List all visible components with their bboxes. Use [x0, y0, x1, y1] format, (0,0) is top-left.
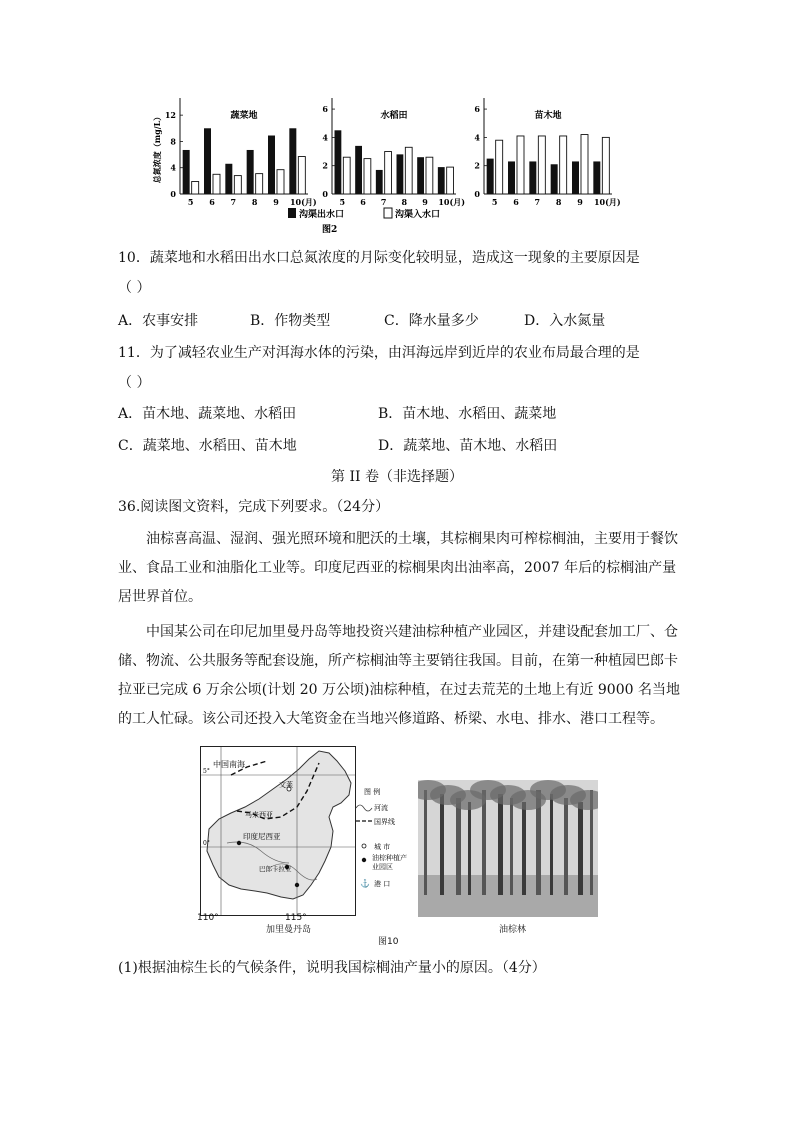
chart-1-xtick-3: 8: [401, 197, 408, 207]
legend-port-icon: ⚓: [360, 879, 370, 888]
chart-1-bar-in-1: [364, 159, 371, 194]
chart-1-bar-in-0: [343, 157, 350, 194]
kalimantan-map-svg: [201, 747, 355, 915]
legend-park: 油棕种植产业园区: [372, 854, 407, 871]
chart-2-xtick-4: 9: [577, 197, 583, 207]
chart-0-bar-in-1: [213, 174, 220, 194]
palm-trunk: [498, 794, 503, 895]
q10-option-b: B．作物类型: [250, 313, 331, 329]
q11-option-b: B．苗木地、水稻田、蔬菜地: [378, 406, 557, 422]
q36-para2: 中国某公司在印尼加里曼丹岛等地投资兴建油棕种植产业园区，并建设配套加工厂、仓储、物流、公共服务等配套设施，所产棕榈油等主要销往我国。目前，在第一种植园巴郎卡拉亚已完成 6 万余公顷(计划 20 万公顷)油棕种植，在过去荒芜的土地上有近 9000 名当地的工人忙碌。该公司还投入大笔资金在当地兴修道路、桥梁、水电、排水、港口工程等。: [118, 624, 680, 727]
palm-trunk: [510, 798, 513, 895]
palm-trunk: [424, 790, 427, 895]
legend-park-icon: [362, 858, 366, 862]
q11-paren: （ ）: [118, 375, 151, 391]
legend-city-icon: [362, 844, 366, 848]
chart-1-bar-in-3: [405, 147, 412, 194]
chart-2-bar-out-1: [508, 161, 515, 194]
q10-paren: （ ）: [118, 280, 151, 296]
chart-2-xtick-2: 7: [534, 197, 541, 207]
chart-2-bar-in-2: [538, 136, 545, 194]
chart-1-bar-out-5: [438, 167, 445, 194]
legend-label-out: 沟渠出水口: [299, 210, 345, 220]
map-lon-115: 115°: [285, 913, 307, 923]
chart-0-bar-out-4: [268, 136, 275, 194]
chart-0-title: 蔬菜地: [230, 111, 258, 121]
legend-title: 图 例: [364, 788, 381, 796]
chart-0-xtick-5: 10(月): [289, 197, 317, 207]
chart-1-ytick-label-2: 4: [322, 132, 328, 143]
chart-2-bar-out-5: [593, 161, 600, 194]
chart-0-bar-in-2: [234, 176, 241, 194]
palm-trunk: [522, 802, 526, 895]
chart-1-xtick-0: 5: [339, 197, 346, 207]
legend-swatch-out: [288, 208, 296, 218]
palm-trunk: [468, 802, 471, 895]
kalimantan-map: [200, 746, 356, 916]
legend-swatch-in: [384, 208, 392, 218]
chart-2-ytick-label-1: 2: [474, 160, 480, 171]
map-label-brunei: 文莱: [279, 781, 293, 789]
legend-river-icon: [356, 805, 372, 811]
chart-0-xtick-1: 6: [209, 197, 215, 207]
chart-0-bar-out-1: [204, 128, 211, 194]
q10-option-a: A．农事安排: [118, 313, 199, 329]
q36-sub1: (1)根据油棕生长的气候条件，说明我国棕榈油产量小的原因。（4分）: [118, 960, 546, 976]
chart-1-xtick-1: 6: [360, 197, 366, 207]
q11-option-a: A．苗木地、蔬菜地、水稻田: [118, 406, 297, 422]
chart-1-xtick-2: 7: [380, 197, 387, 207]
chart-1-bar-in-2: [385, 152, 392, 194]
chart-2-ytick-label-2: 4: [474, 132, 480, 143]
legend-border: 国界线: [374, 818, 395, 826]
section-title: 第 II 卷（非选择题）: [331, 469, 463, 485]
figure-2-caption: 图2: [322, 225, 338, 235]
chart-1-bar-in-4: [426, 157, 433, 194]
map-label-balangkaraya: 巴郎卡拉亚: [259, 865, 292, 873]
q11-option-c: C．蔬菜地、水稻田、苗木地: [118, 438, 297, 454]
figure-10-caption: 图10: [378, 937, 399, 947]
map-lon-110: 110°: [197, 913, 219, 923]
chart-0-xtick-2: 7: [230, 197, 237, 207]
chart-1-ytick-label-1: 2: [322, 160, 328, 171]
chart-2-bar-in-1: [517, 136, 524, 194]
q11-stem: 11．为了减轻农业生产对洱海水体的污染，由洱海远岸到近岸的农业布局最合理的是: [118, 345, 640, 361]
chart-0-ytick-label-0: 0: [170, 189, 176, 199]
figure-2: [150, 96, 620, 246]
map-legend-svg: [354, 746, 414, 914]
chart-0-ytick-label-2: 8: [170, 136, 176, 147]
chart-1-bar-out-0: [335, 130, 342, 194]
park-marker-3: [295, 883, 299, 887]
chart-0-ytick-label-1: 4: [170, 162, 176, 173]
map-label-indonesia: 印度尼西亚: [243, 832, 281, 841]
chart-1-ytick-label-0: 0: [322, 189, 328, 199]
chart-2-bar-out-4: [572, 161, 579, 194]
chart-1-bar-out-3: [397, 154, 404, 194]
palm-trunk: [456, 798, 461, 895]
palm-trunk: [578, 802, 583, 895]
figure-2-svg: [150, 96, 620, 246]
chart-2-bar-in-5: [602, 137, 609, 194]
map-caption: 加里曼丹岛: [266, 925, 312, 935]
chart-0-bar-out-2: [225, 164, 232, 194]
chart-1-ytick-label-3: 6: [322, 104, 328, 115]
map-label-malaysia: 马来西亚: [245, 811, 273, 819]
chart-0-bar-in-0: [192, 182, 199, 194]
chart-2-title: 苗木地: [534, 111, 562, 121]
chart-0-xtick-0: 5: [187, 197, 194, 207]
chart-2-bar-out-3: [551, 164, 558, 194]
palm-trunk: [440, 794, 444, 895]
chart-1-xtick-5: 10(月): [438, 197, 466, 207]
q10-stem: 10．蔬菜地和水稻田出水口总氮浓度的月际变化较明显，造成这一现象的主要原因是: [118, 250, 640, 266]
park-marker-1: [237, 841, 241, 845]
palm-trunk: [550, 794, 553, 895]
chart-2-ytick-label-3: 6: [474, 104, 480, 115]
chart-0-bar-in-4: [277, 170, 284, 194]
chart-1-bar-out-4: [417, 157, 424, 194]
chart-1-bar-in-5: [447, 167, 454, 194]
chart-0-bar-out-0: [183, 150, 190, 194]
chart-1-bar-out-1: [355, 146, 362, 194]
legend-label-in: 沟渠入水口: [395, 210, 441, 220]
chart-2-xtick-5: 10(月): [593, 197, 620, 207]
q10-option-c: C．降水量多少: [384, 313, 479, 329]
map-label-sea: 中国南海: [213, 760, 245, 769]
palm-trunk: [564, 798, 568, 895]
chart-2-bar-out-2: [529, 161, 536, 194]
photo-caption: 油棕林: [499, 925, 527, 935]
chart-2-ytick-label-0: 0: [474, 189, 480, 199]
chart-2-xtick-0: 5: [491, 197, 498, 207]
q36-para1: 油棕喜高温、湿润、强光照环境和肥沃的土壤，其棕榈果肉可榨棕榈油，主要用于餐饮业、食品工业和油脂化工业等。印度尼西亚的棕榈果肉出油率高，2007 年后的棕榈油产量居世界首位。: [118, 531, 678, 605]
q11-option-d: D．蔬菜地、苗木地、水稻田: [378, 438, 558, 454]
chart-2-bar-in-0: [496, 140, 503, 194]
chart-2-bar-in-4: [581, 135, 588, 194]
chart-2-xtick-3: 8: [555, 197, 562, 207]
chart-2-xtick-1: 6: [513, 197, 519, 207]
chart-0-bar-out-3: [247, 150, 254, 194]
oil-palm-photo: [418, 780, 598, 917]
q10-option-d: D．入水氮量: [524, 313, 606, 329]
chart-1-xtick-4: 9: [422, 197, 428, 207]
chart-1-bar-out-2: [376, 170, 383, 194]
map-label-lat5: 5°: [203, 768, 210, 775]
chart-0-bar-in-3: [256, 174, 263, 194]
legend-river: 河流: [374, 804, 388, 812]
oil-palm-photo-svg: [418, 780, 598, 917]
chart-0-ytick-label-3: 12: [164, 110, 176, 121]
legend-port: 港 口: [374, 880, 391, 888]
chart-0-xtick-4: 9: [273, 197, 279, 207]
chart-0-bar-in-5: [298, 157, 305, 194]
island-shape: [207, 751, 351, 899]
chart-2-bar-out-0: [487, 159, 494, 194]
chart-1-title: 水稻田: [380, 111, 408, 121]
q36-intro: 36.阅读图文资料，完成下列要求。（24分）: [118, 499, 390, 515]
map-label-lat0: 0°: [203, 840, 210, 847]
map-legend: [354, 746, 414, 914]
chart-2-bar-in-3: [560, 136, 567, 194]
chart-0-bar-out-5: [289, 128, 296, 194]
chart-0-ylabel: 总氮浓度（mg/L）: [152, 112, 162, 184]
chart-0-xtick-3: 8: [251, 197, 258, 207]
legend-city: 城 市: [374, 843, 391, 851]
